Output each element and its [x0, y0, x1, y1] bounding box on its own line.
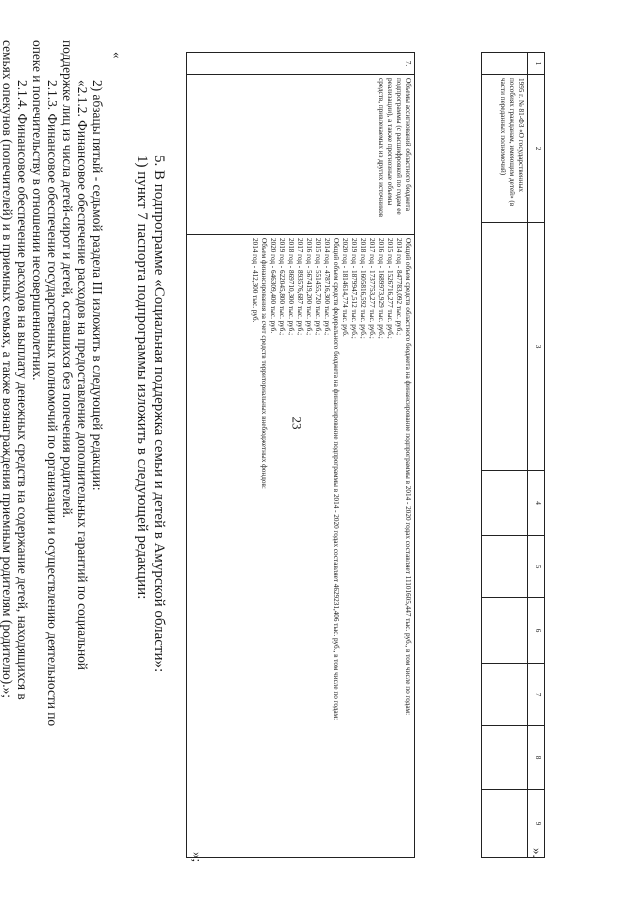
header-cell: 1	[528, 53, 545, 75]
funding-line: 2020 год - 646309,400 тыс. руб.	[269, 238, 277, 334]
opening-quote: «	[110, 52, 125, 59]
funding-line: Объем финансирования за счет средств территориальных внебюджетных фондов:	[260, 238, 268, 489]
funding-line: 2017 год - 1737753,277 тыс. руб.;	[368, 238, 376, 339]
header-cell: 9	[528, 790, 545, 858]
paragraph-line: 2.1.4. Финансовое обеспечение расходов на выплату денежных средств на содержание детей, находящихся в	[15, 80, 30, 700]
paragraph-line: 2) абзацы пятый - седьмой раздела III изложить в следующей редакции:	[90, 80, 105, 491]
closing-quote: ».	[530, 848, 545, 858]
funding-line: Общий объем средств федерального бюджета на финансирование подпрограммы в 2014 - 2020 годах составляет 4629231,406 тыс. руб., в том числе по годам:	[332, 238, 340, 721]
page-number: 23	[289, 416, 305, 430]
funding-line: 2018 год - 1605816,592 тыс. руб.;	[359, 238, 367, 339]
funding-line: 2014 год - 478716,300 тыс. руб.;	[323, 238, 331, 336]
funding-line: 2018 год - 869710,300 тыс. руб.;	[287, 238, 295, 336]
closing-quote: »;	[190, 852, 205, 863]
table-cell	[482, 664, 528, 726]
table-cell: 1995 г. № 81-ФЗ «О государственных пособиях гражданам, имеющим детей» (в части переданных полномочий)	[482, 75, 528, 223]
table-cell	[482, 726, 528, 790]
paragraph-line: 2.1.3. Финансовое обеспечение государственных полномочий по организации и осуществлению деятельности по	[45, 80, 60, 727]
paragraph-line: семьях опекунов (попечителей) и в приемных семьях, а также вознаграждения приемным родителям (родителю).»;	[0, 40, 15, 699]
table-cell: Объемы ассигнований областного бюджета подпрограммы (с расшифровкой по годам ее реализации), а также прогнозные объемы средств, привлекаемых из других источников	[187, 75, 415, 235]
funding-line: 2016 год - 567419,200 тыс. руб.;	[305, 238, 313, 336]
heading-line: 5. В подпрограмме «Социальная поддержка семьи и детей в Амурской области»:	[151, 155, 167, 673]
funding-table	[186, 52, 415, 858]
funding-line: 2019 год - 1879947,512 тыс. руб.;	[350, 238, 358, 339]
header-cell: 8	[528, 726, 545, 790]
header-cell: 7	[528, 664, 545, 726]
row-number: 7.	[187, 53, 415, 75]
header-cell: 2	[528, 75, 545, 223]
paragraph-line: опеке и попечительству в отношении несовершеннолетних.	[30, 40, 45, 381]
table-cell	[482, 536, 528, 598]
table-cell	[482, 53, 528, 75]
funding-line: 2020 год - 1814614,774 тыс. руб.	[341, 238, 349, 337]
amendment-text	[0, 40, 105, 870]
funding-line: Общий объем средств областного бюджета на финансирование подпрограммы в 2014 - 2020 годах составляет 11101605,447 тыс. руб., в том числе по годам:	[404, 238, 412, 716]
rotated-page-content	[0, 40, 545, 870]
paragraph-line: поддержке лиц из числа детей-сирот и детей, оставшихся без попечения родителей.	[60, 40, 75, 519]
funding-line: 2015 год - 551455,720 тыс. руб.;	[314, 238, 322, 336]
table-row	[482, 53, 528, 858]
table-row	[187, 53, 415, 858]
header-cell: 3	[528, 223, 545, 471]
header-cell: 4	[528, 471, 545, 536]
funding-line: 2014 год - 412,300 тыс. руб.	[251, 238, 259, 323]
paragraph-line: «2.1.2. Финансовое обеспечение расходов на предоставление дополнительных гарантий по социальной	[75, 80, 90, 670]
funding-line: 2019 год - 622045,800 тыс. руб.;	[278, 238, 286, 336]
table-cell	[482, 471, 528, 536]
table-cell	[482, 598, 528, 664]
header-cell: 5	[528, 536, 545, 598]
funding-line: 2014 год - 847783,092 тыс. руб.;	[395, 238, 403, 336]
funding-line: 2015 год - 1526716,277 тыс. руб.;	[386, 238, 394, 339]
funding-cell	[187, 235, 415, 858]
header-cell: 6	[528, 598, 545, 664]
table-cell	[482, 223, 528, 471]
table-cell	[482, 790, 528, 858]
program-passport-table	[481, 52, 545, 858]
section-heading	[133, 155, 168, 672]
funding-line: 2016 год - 1689973,929 тыс. руб.;	[377, 238, 385, 339]
funding-line: 2017 год - 893576,687 тыс. руб.;	[296, 238, 304, 336]
table-header-row	[528, 53, 545, 858]
heading-line: 1) пункт 7 паспорта подпрограммы изложить в следующей редакции:	[133, 155, 150, 600]
